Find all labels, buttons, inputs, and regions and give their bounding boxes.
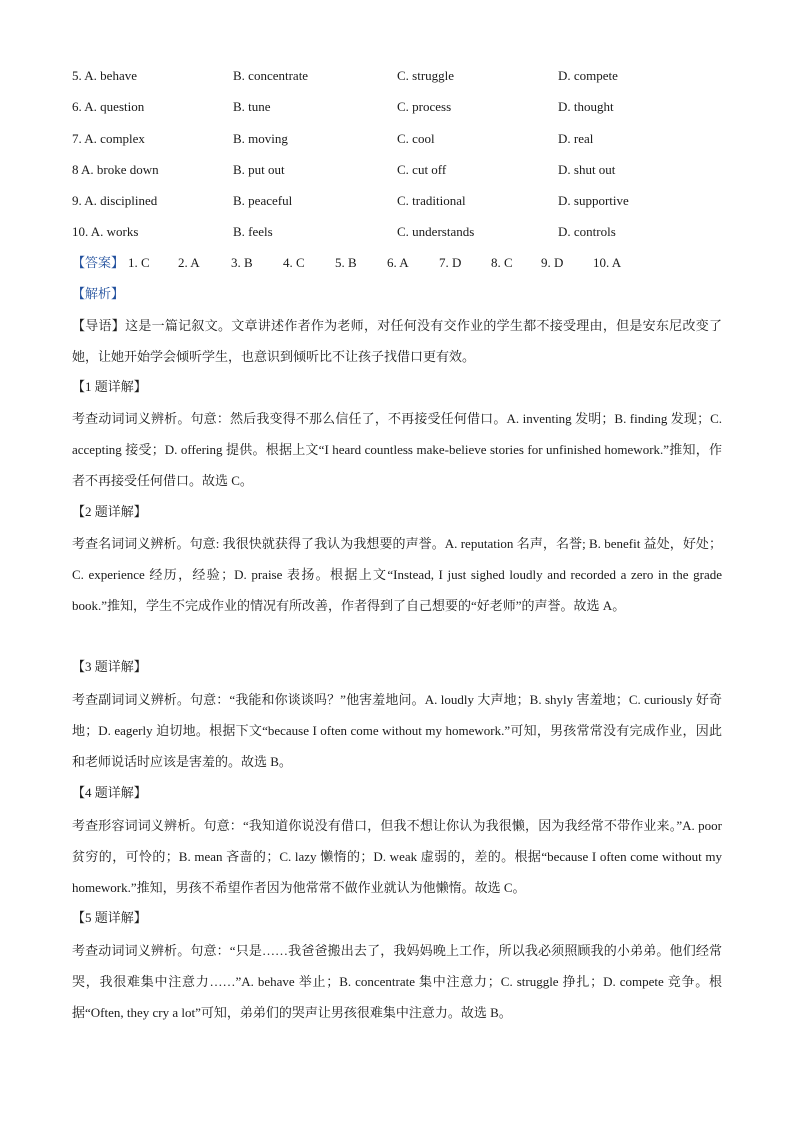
option-row-10 (0, 221, 794, 243)
option-row-9 (0, 190, 794, 212)
detail-heading: 【1 题详解】 (72, 379, 147, 394)
option-d: D. supportive (558, 193, 629, 208)
detail-heading: 【3 题详解】 (72, 659, 147, 674)
detail-text: 考查副词词义辨析。句意：“我能和你谈谈吗？”他害羞地问。A. loudly 大声地；B. shyly 害羞地；C. curiously 好奇地；D. eagerly 迫切地。根据下文“because I often come without my homework.”可知，男孩常常没有完成作业，因此和老师说话时应该是害羞的。故选 B。 (72, 692, 722, 769)
answer-item: 5. B (335, 255, 357, 270)
option-b: B. moving (233, 131, 288, 146)
option-c: C. traditional (397, 193, 466, 208)
detail-heading: 【2 题详解】 (72, 504, 147, 519)
detail-text: 考查动词词义辨析。句意：“只是……我爸爸搬出去了，我妈妈晚上工作，所以我必须照顾我的小弟弟。他们经常哭，我很难集中注意力……”A. behave 举止；B. concentrate 集中注意力；C. struggle 挣扎；D. compete 竞争。根据“Often, they cry a lot”可知，弟弟们的哭声让男孩很难集中注意力。故选 B。 (72, 943, 722, 1020)
option-b: B. tune (233, 99, 271, 114)
detail-text: 考查动词词义辨析。句意：然后我变得不那么信任了，不再接受任何借口。A. inventing 发明；B. finding 发现；C. accepting 接受；D. offering 提供。根据上文“I heard countless make-believe stories for unfinished homework.”推知，作者不再接受任何借口。故选 C。 (72, 411, 722, 488)
option-d: D. controls (558, 224, 616, 239)
answer-item: 6. A (387, 255, 409, 270)
detail-heading: 【5 题详解】 (72, 910, 147, 925)
option-c: C. understands (397, 224, 475, 239)
answer-item: 4. C (283, 255, 305, 270)
detail-text: 考查形容词词义辨析。句意：“我知道你说没有借口，但我不想让你认为我很懒，因为我经常不带作业来。”A. poor 贫穷的，可怜的；B. mean 吝啬的；C. lazy 懒惰的；D. weak 虚弱的，差的。根据“because I often come without my homework.”推知，男孩不希望作者因为他常常不做作业就认为他懒惰。故选 C。 (72, 818, 722, 895)
option-c: C. process (397, 99, 452, 114)
option-d: D. thought (558, 99, 614, 114)
option-b: B. put out (233, 162, 285, 177)
option-a: 6. A. question (72, 99, 145, 114)
option-b: B. concentrate (233, 68, 309, 83)
option-a: 9. A. disciplined (72, 193, 158, 208)
option-b: B. feels (233, 224, 273, 239)
option-d: D. shut out (558, 162, 616, 177)
answer-item: 2. A (178, 255, 200, 270)
option-c: C. struggle (397, 68, 455, 83)
option-b: B. peaceful (233, 193, 293, 208)
option-d: D. compete (558, 68, 618, 83)
analysis-label: 【解析】 (72, 286, 125, 301)
option-row-7 (0, 128, 794, 150)
answer-item: 9. D (541, 255, 564, 270)
detail-heading: 【4 题详解】 (72, 785, 147, 800)
option-row-6 (0, 96, 794, 118)
answer-item: 8. C (491, 255, 513, 270)
option-row-5 (0, 65, 794, 87)
option-a: 10. A. works (72, 224, 139, 239)
answer-item: 7. D (439, 255, 462, 270)
option-a: 5. A. behave (72, 68, 137, 83)
option-a: 7. A. complex (72, 131, 145, 146)
guide-paragraph: 【导语】这是一篇记叙文。文章讲述作者作为老师，对任何没有交作业的学生都不接受理由，但是安东尼改变了她，让她开始学会倾听学生，也意识到倾听比不让孩子找借口更有效。 (72, 318, 722, 364)
option-d: D. real (558, 131, 594, 146)
option-a: 8 A. broke down (72, 162, 159, 177)
answer-item: 3. B (231, 255, 253, 270)
option-c: C. cool (397, 131, 435, 146)
answer-item: 1. C (128, 255, 150, 270)
answer-line (72, 252, 672, 274)
answer-tag: 【答案】 (72, 255, 125, 270)
option-row-8 (0, 159, 794, 181)
detail-text: 考查名词词义辨析。句意: 我很快就获得了我认为我想要的声誉。A. reputation 名声，名誉; B. benefit 益处，好处；C. experience 经历，经验；D. praise 表扬。根据上文“Instead, I just sighed loudly and recorded a zero in the grade book.”推知，学生不完成作业的情况有所改善，作者得到了自己想要的“好老师”的声誉。故选 A。 (72, 536, 722, 613)
answer-item: 10. A (593, 255, 622, 270)
option-c: C. cut off (397, 162, 447, 177)
